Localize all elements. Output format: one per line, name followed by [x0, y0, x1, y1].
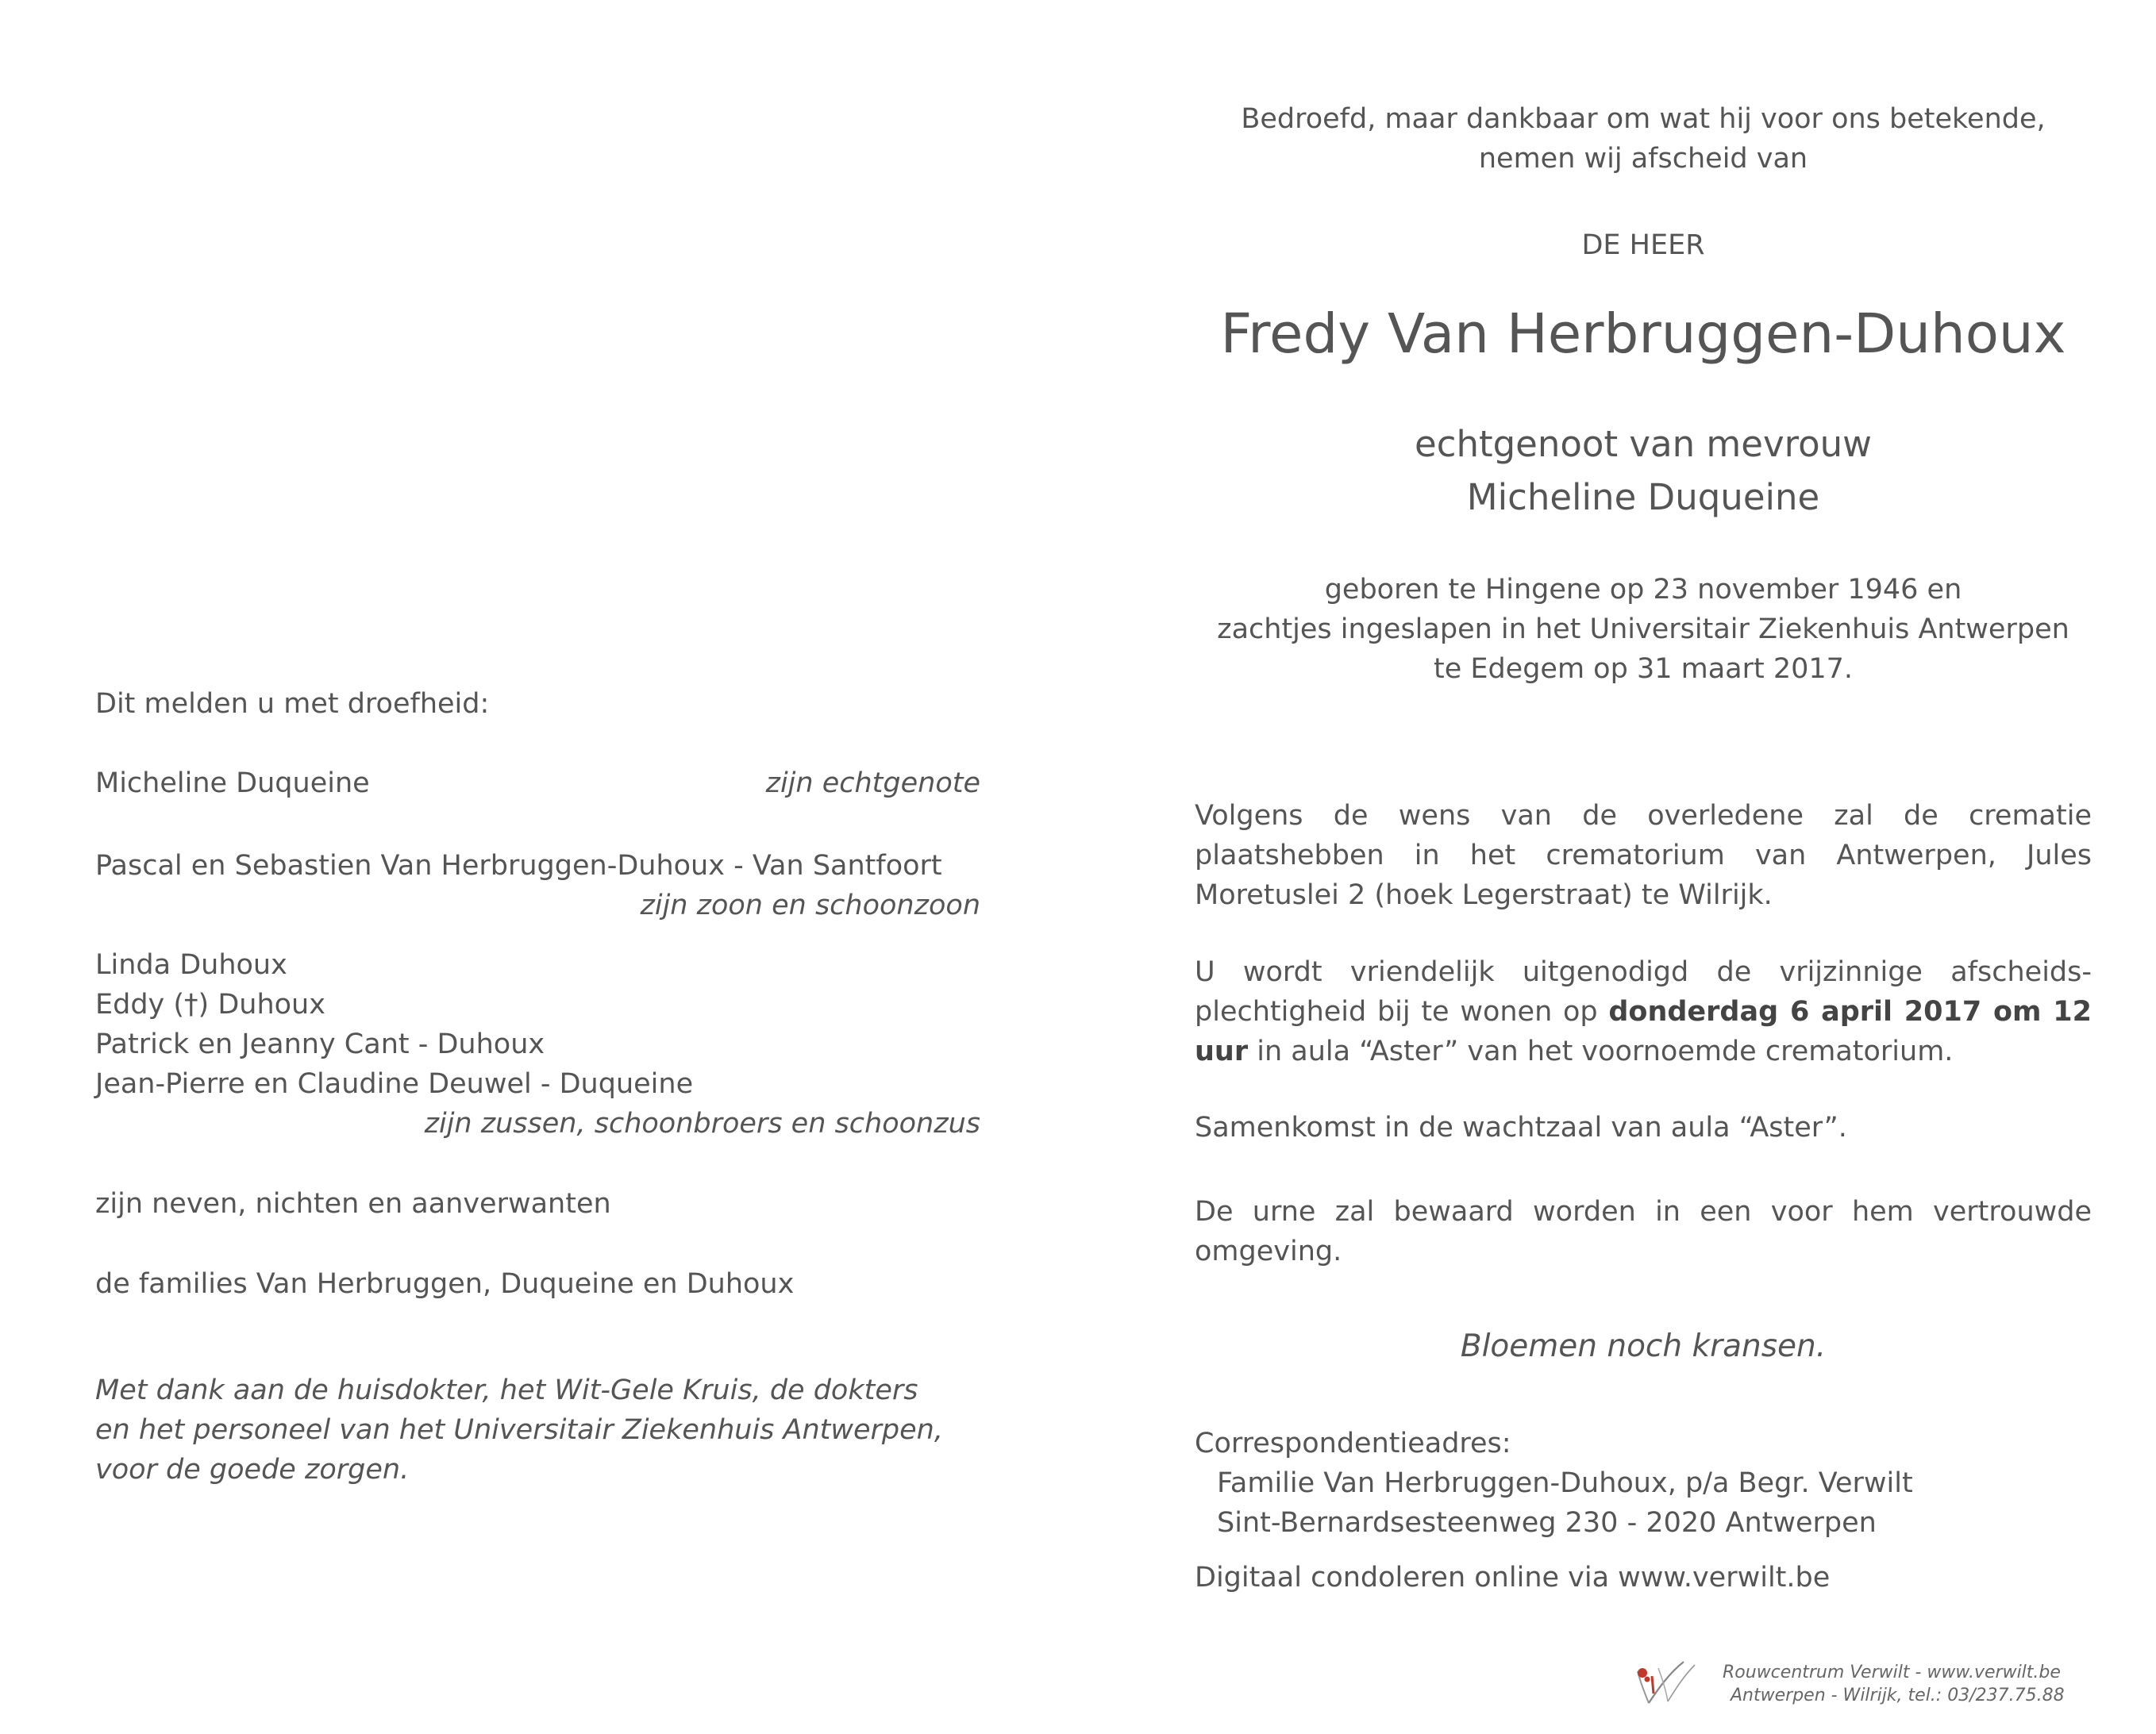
- sibling-4: Jean-Pierre en Claudine Deuwel - Duqueine: [95, 1068, 694, 1100]
- thanks-line-2: en het personeel van het Universitair Ziekenhuis Antwerpen,: [95, 1414, 943, 1446]
- logo-line-2: Antwerpen - Wilrijk, tel.: 03/237.75.88: [1731, 1686, 2065, 1705]
- correspondence-label: Correspondentieadres:: [1195, 1428, 1511, 1459]
- relatives-text: zijn neven, nichten en aanverwanten: [95, 1188, 611, 1220]
- flowers-text: Bloemen noch kransen.: [1460, 1328, 1827, 1364]
- online-condolence: Digitaal condoleren online via www.verwilt.be: [1195, 1562, 1831, 1594]
- title-de-heer: DE HEER: [1581, 229, 1705, 261]
- opening-line-1: Bedroefd, maar dankbaar om wat hij voor ons betekende,: [1241, 103, 2046, 135]
- ceremony-datetime: donderdag 6 april 2017 om 12 uur: [1195, 996, 2092, 1067]
- opening-line-2: nemen wij afscheid van: [1478, 143, 1808, 175]
- born-line-3: te Edegem op 31 maart 2017.: [1433, 653, 1854, 685]
- son-line: Pascal en Sebastien Van Herbruggen-Duhoux - Van Santfoort: [95, 850, 942, 882]
- spouse-line-2: Micheline Duqueine: [1466, 476, 1820, 518]
- verwilt-logo: [1631, 1657, 1703, 1709]
- urn-paragraph: De urne zal bewaard worden in een voor hem vertrouwde omgeving.: [1195, 1196, 2092, 1267]
- sibling-1: Linda Duhoux: [95, 949, 287, 981]
- correspondence-line-1: Familie Van Herbruggen-Duhoux, p/a Begr. Verwilt: [1217, 1467, 1913, 1499]
- born-line-2: zachtjes ingeslapen in het Universitair Ziekenhuis Antwerpen: [1217, 613, 2069, 645]
- deceased-name: Fredy Van Herbruggen-Duhoux: [1220, 302, 2066, 366]
- thanks-line-3: voor de goede zorgen.: [95, 1454, 410, 1486]
- son-role: zijn zoon en schoonzoon: [640, 890, 980, 921]
- intro-text: Dit melden u met droefheid:: [95, 688, 490, 720]
- correspondence-line-2: Sint-Bernardsesteenweg 230 - 2020 Antwerpen: [1217, 1507, 1877, 1539]
- invitation-text-post: in aula “Aster” van het voornoemde crematorium.: [1257, 1036, 1954, 1067]
- invitation-text-pre: U wordt vriendelijk uitgenodigd de vrijzinnige afscheids-plechtigheid bij te wonen op: [1195, 956, 2092, 1028]
- families-text: de families Van Herbruggen, Duqueine en Duhoux: [95, 1268, 795, 1300]
- cremation-paragraph: Volgens de wens van de overledene zal de crematie plaatshebben in het crematorium van Antwerpen, Jules Moretuslei 2 (hoek Legerstraat) te Wilrijk.: [1195, 800, 2092, 911]
- spouse-name: Micheline Duqueine: [95, 767, 370, 799]
- verwilt-logo-icon: [1631, 1657, 1703, 1709]
- sibling-2: Eddy (†) Duhoux: [95, 989, 325, 1021]
- spouse-role: zijn echtgenote: [765, 767, 980, 799]
- siblings-role: zijn zussen, schoonbroers en schoonzus: [424, 1108, 980, 1140]
- gathering-text: Samenkomst in de wachtzaal van aula “Aster”.: [1195, 1112, 1847, 1144]
- sibling-3: Patrick en Jeanny Cant - Duhoux: [95, 1028, 545, 1060]
- born-line-1: geboren te Hingene op 23 november 1946 en: [1324, 574, 1962, 606]
- thanks-line-1: Met dank aan de huisdokter, het Wit-Gele Kruis, de dokters: [95, 1375, 918, 1406]
- logo-line-1: Rouwcentrum Verwilt - www.verwilt.be: [1723, 1663, 2061, 1682]
- invitation-paragraph: [1195, 952, 2092, 1071]
- spouse-line-1: echtgenoot van mevrouw: [1415, 423, 1872, 465]
